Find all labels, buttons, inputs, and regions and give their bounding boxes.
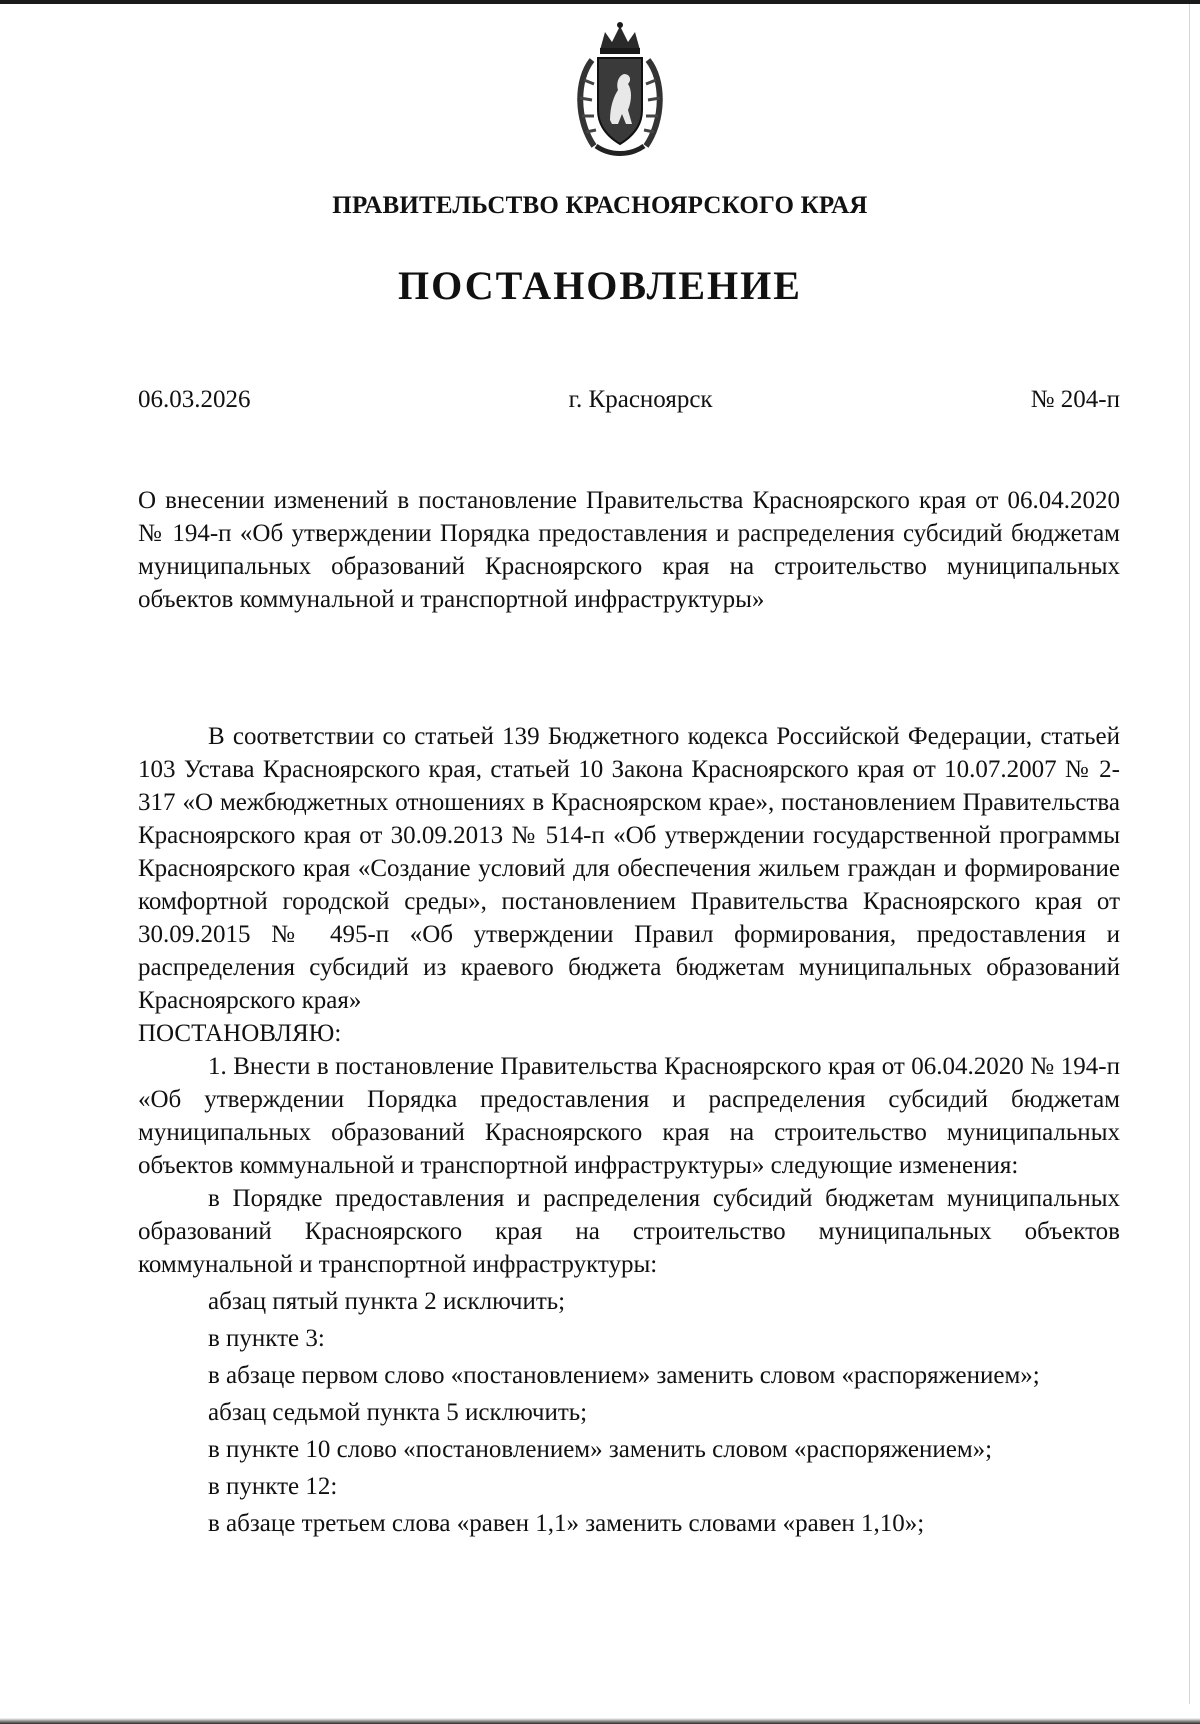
document-type: ПОСТАНОВЛЕНИЕ xyxy=(398,263,802,308)
item-1-paragraph: 1. Внести в постановление Правительства Красноярского края от 06.04.2020 № 194-п «Об утверждении Порядка предоставления и распределения субсидий бюджетам муниципальных образований Красноярского края на строительство муниципальных объектов коммунальной и транспортной инфраструктуры» следующие изменения: xyxy=(138,1053,1120,1179)
preamble-paragraph: В соответствии со статьей 139 Бюджетного кодекса Российской Федерации, статьей 103 Устава Красноярского края, статьей 10 Закона Красноярского края от 10.07.2007 № 2-317 «О межбюджетных отношениях в Красноярском крае», постановлением Правительства Красноярского края от 30.09.2013 № 514-п «Об утверждении государственной программы Красноярского края «Создание условий для обеспечения жильем граждан и формирование комфортной городской среды», постановлением Правительства Красноярского края от 30.09.2015 № 495-п «Об утверждении Правил формирования, предоставления и распределения субсидий из краевого бюджета бюджетам муниципальных образований Красноярского края» xyxy=(138,723,1120,1014)
coat-of-arms-emblem xyxy=(570,20,670,160)
change-paragraph: в пункте 10 слово «постановлением» заменить словом «распоряжением»; xyxy=(208,1436,993,1463)
document-city: г. Красноярск xyxy=(568,386,713,413)
document-number: № 204-п xyxy=(1030,386,1120,413)
document-title: О внесении изменений в постановление Правительства Красноярского края от 06.04.2020 № 194-п «Об утверждении Порядка предоставления и распределения субсидий бюджетам муниципальных образований Красноярского края на строительство муниципальных объектов коммунальной и транспортной инфраструктуры» xyxy=(138,487,1120,613)
change-paragraph: абзац пятый пункта 2 исключить; xyxy=(208,1288,566,1315)
changes-intro-paragraph: в Порядке предоставления и распределения субсидий бюджетам муниципальных образований Красноярского края на строительство муниципальных объектов коммунальной и транспортной инфраструктуры: xyxy=(138,1185,1120,1278)
change-paragraph: абзац седьмой пункта 5 исключить; xyxy=(208,1399,588,1426)
change-paragraph: в абзаце третьем слова «равен 1,1» заменить словами «равен 1,10»; xyxy=(208,1510,925,1537)
document-date: 06.03.2026 xyxy=(138,386,251,413)
scan-edge-right xyxy=(1189,4,1190,1704)
document-body xyxy=(138,720,1120,1540)
document-meta-row xyxy=(138,386,1120,414)
scan-edge-bottom xyxy=(0,1718,1200,1724)
resolution-keyword: ПОСТАНОВЛЯЮ: xyxy=(138,1020,342,1047)
change-paragraph: в пункте 3: xyxy=(208,1325,325,1352)
change-paragraph: в абзаце первом слово «постановлением» заменить словом «распоряжением»; xyxy=(208,1362,1040,1389)
government-name: ПРАВИТЕЛЬСТВО КРАСНОЯРСКОГО КРАЯ xyxy=(332,192,868,219)
change-paragraph: в пункте 12: xyxy=(208,1473,338,1500)
scan-edge-top xyxy=(0,0,1200,4)
